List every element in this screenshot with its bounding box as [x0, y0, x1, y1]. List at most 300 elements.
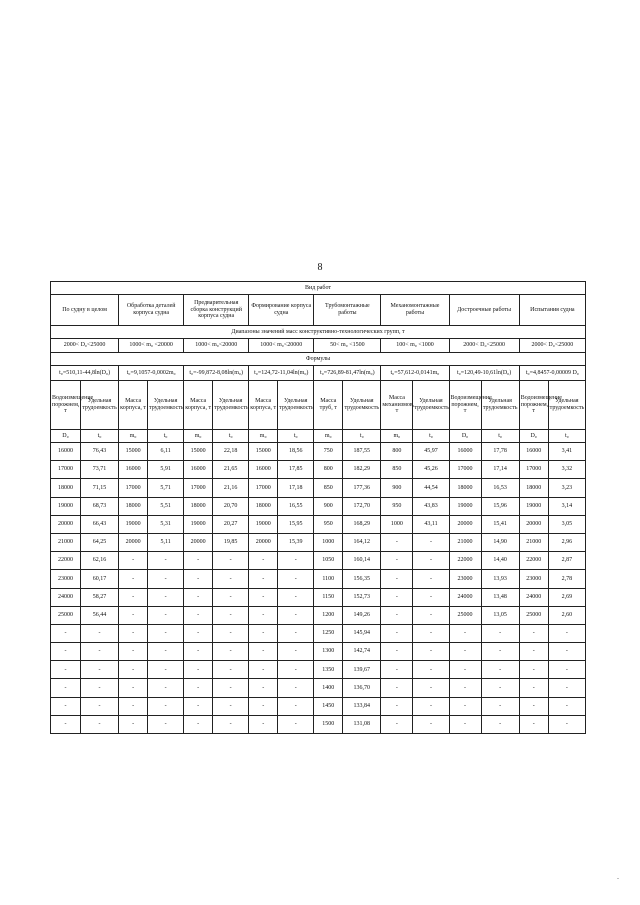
table-cell: -: [148, 570, 184, 588]
table-cell: 5,91: [148, 461, 184, 479]
table-cell: -: [213, 643, 249, 661]
table-cell: 13,05: [481, 606, 519, 624]
table-cell: -: [519, 643, 548, 661]
table-cell: -: [184, 552, 213, 570]
table-cell: 21000: [449, 533, 481, 551]
table-cell: -: [51, 715, 81, 733]
table-cell: -: [278, 715, 314, 733]
table-cell: 20000: [249, 533, 278, 551]
table-cell: -: [148, 643, 184, 661]
table-cell: 25000: [51, 606, 81, 624]
table-cell: 1300: [314, 643, 343, 661]
table-cell: 17000: [519, 461, 548, 479]
column-symbol: t₀: [80, 430, 118, 443]
table-cell: -: [481, 624, 519, 642]
column-header: Удельная трудоемкость: [413, 381, 449, 430]
work-group-header: По судну в целом: [51, 295, 119, 326]
table-cell: 22000: [51, 552, 81, 570]
formula-cell: t₀=124,72-11,04ln(m₀): [249, 366, 314, 381]
table-cell: -: [148, 661, 184, 679]
table-cell: 19000: [119, 515, 148, 533]
table-cell: -: [381, 624, 413, 642]
table-row: [51, 588, 586, 606]
table-cell: -: [519, 624, 548, 642]
table-cell: -: [119, 570, 148, 588]
table-cell: -: [278, 570, 314, 588]
table-cell: 43,11: [413, 515, 449, 533]
table-cell: -: [519, 715, 548, 733]
table-cell: 18000: [184, 497, 213, 515]
table-cell: -: [51, 643, 81, 661]
table-cell: 1000: [381, 515, 413, 533]
column-symbol: t₀: [213, 430, 249, 443]
table-cell: 6,11: [148, 443, 184, 461]
table-cell: -: [184, 715, 213, 733]
table-cell: 187,55: [343, 443, 381, 461]
table-cell: 73,71: [80, 461, 118, 479]
table-cell: -: [119, 679, 148, 697]
table-cell: -: [184, 588, 213, 606]
table-cell: -: [213, 661, 249, 679]
table-cell: 156,35: [343, 570, 381, 588]
table-cell: 15,39: [278, 533, 314, 551]
table-cell: 5,51: [148, 497, 184, 515]
table-cell: -: [449, 624, 481, 642]
table-cell: -: [184, 624, 213, 642]
work-group-header: Испытания судна: [519, 295, 585, 326]
table-cell: 1100: [314, 570, 343, 588]
table-cell: 1400: [314, 679, 343, 697]
table-cell: -: [80, 715, 118, 733]
table-cell: 64,25: [80, 533, 118, 551]
column-header: Водоизмещение порожнем, т: [51, 381, 81, 430]
mass-range-cell: 100< m₀ <1000: [381, 339, 449, 353]
table-cell: 16000: [51, 443, 81, 461]
table-cell: 1350: [314, 661, 343, 679]
table-cell: 15000: [119, 443, 148, 461]
table-cell: 24000: [519, 588, 548, 606]
table-cell: 17000: [449, 461, 481, 479]
table-cell: 21,16: [213, 479, 249, 497]
table-cell: 19000: [51, 497, 81, 515]
column-header: Масса механизмов, т: [381, 381, 413, 430]
table-cell: 17000: [119, 479, 148, 497]
table-cell: 23000: [51, 570, 81, 588]
table-cell: -: [548, 643, 585, 661]
table-cell: 15000: [249, 443, 278, 461]
table-cell: 14,40: [481, 552, 519, 570]
table-cell: -: [51, 624, 81, 642]
table-cell: 3,14: [548, 497, 585, 515]
table-cell: 25000: [519, 606, 548, 624]
table-cell: -: [184, 679, 213, 697]
table-cell: -: [481, 661, 519, 679]
table-cell: -: [381, 588, 413, 606]
table-cell: 3,32: [548, 461, 585, 479]
table-cell: -: [381, 570, 413, 588]
table-cell: 14,90: [481, 533, 519, 551]
table-cell: -: [119, 697, 148, 715]
column-header: Удельная трудоемкость: [343, 381, 381, 430]
table-cell: -: [413, 533, 449, 551]
formulas-title: Формулы: [51, 353, 586, 366]
table-cell: -: [278, 643, 314, 661]
labor-intensity-table: [50, 281, 586, 734]
table-cell: -: [80, 661, 118, 679]
mass-range-cell: 1000< m₀<20000: [249, 339, 314, 353]
table-cell: -: [413, 624, 449, 642]
work-group-header: Достроечные работы: [449, 295, 519, 326]
table-cell: 18,56: [278, 443, 314, 461]
table-cell: -: [148, 715, 184, 733]
column-header: Масса корпуса, т: [119, 381, 148, 430]
table-cell: 66,43: [80, 515, 118, 533]
column-symbol: m₀: [381, 430, 413, 443]
table-cell: -: [381, 606, 413, 624]
table-cell: 23000: [519, 570, 548, 588]
table-cell: -: [213, 697, 249, 715]
table-cell: 1500: [314, 715, 343, 733]
table-cell: 45,26: [413, 461, 449, 479]
column-symbol: m₀: [184, 430, 213, 443]
table-cell: 15,95: [278, 515, 314, 533]
table-cell: 800: [381, 443, 413, 461]
table-cell: 900: [314, 497, 343, 515]
table-cell: -: [413, 643, 449, 661]
table-cell: -: [381, 533, 413, 551]
table-row: [51, 497, 586, 515]
table-cell: 19000: [184, 515, 213, 533]
table-cell: -: [278, 697, 314, 715]
table-cell: 1150: [314, 588, 343, 606]
table-cell: -: [413, 679, 449, 697]
corner-mark: -: [617, 876, 619, 882]
table-cell: -: [481, 643, 519, 661]
table-cell: 58,27: [80, 588, 118, 606]
column-header: Удельная трудоемкость: [148, 381, 184, 430]
column-symbol: t₀: [413, 430, 449, 443]
table-row: [51, 443, 586, 461]
table-cell: 1250: [314, 624, 343, 642]
table-cell: -: [449, 643, 481, 661]
table-cell: 20,70: [213, 497, 249, 515]
table-cell: -: [519, 697, 548, 715]
table-cell: 13,48: [481, 588, 519, 606]
mass-range-cell: 1000< m₀ <20000: [119, 339, 184, 353]
table-cell: -: [213, 624, 249, 642]
table-cell: 13,93: [481, 570, 519, 588]
table-cell: 152,73: [343, 588, 381, 606]
table-cell: 5,71: [148, 479, 184, 497]
table-cell: 20000: [449, 515, 481, 533]
table-cell: 56,44: [80, 606, 118, 624]
table-cell: 22000: [449, 552, 481, 570]
table-row: [51, 570, 586, 588]
formula-cell: t₀=9,1057-0,0002m₀: [119, 366, 184, 381]
column-symbol: D₀: [519, 430, 548, 443]
table-cell: 76,43: [80, 443, 118, 461]
table-cell: 142,74: [343, 643, 381, 661]
table-cell: -: [148, 697, 184, 715]
table-cell: 136,70: [343, 679, 381, 697]
table-cell: -: [548, 661, 585, 679]
column-header: Удельная трудоемкость: [213, 381, 249, 430]
table-cell: -: [278, 606, 314, 624]
table-cell: -: [148, 624, 184, 642]
table-cell: 19000: [449, 497, 481, 515]
table-cell: -: [249, 697, 278, 715]
table-cell: 43,83: [413, 497, 449, 515]
table-cell: -: [119, 643, 148, 661]
table-cell: 5,31: [148, 515, 184, 533]
table-cell: -: [381, 661, 413, 679]
table-cell: -: [119, 552, 148, 570]
mass-range-cell: 50< m₀ <1500: [314, 339, 381, 353]
table-cell: 20000: [184, 533, 213, 551]
table-cell: 16000: [184, 461, 213, 479]
table-cell: -: [51, 697, 81, 715]
column-symbol: t₀: [548, 430, 585, 443]
work-group-header: Формирование корпуса судна: [249, 295, 314, 326]
table-cell: -: [481, 697, 519, 715]
table-cell: -: [548, 715, 585, 733]
table-cell: -: [548, 624, 585, 642]
column-symbol: m₀: [249, 430, 278, 443]
table-cell: 20,27: [213, 515, 249, 533]
table-cell: 18000: [249, 497, 278, 515]
mass-range-cell: 2000< D₀<25000: [449, 339, 519, 353]
table-cell: -: [80, 624, 118, 642]
table-cell: 17,85: [278, 461, 314, 479]
table-cell: 16000: [119, 461, 148, 479]
table-cell: 15,41: [481, 515, 519, 533]
table-cell: -: [413, 715, 449, 733]
table-cell: -: [184, 570, 213, 588]
column-header: Удельная трудоемкость: [481, 381, 519, 430]
table-cell: 1000: [314, 533, 343, 551]
table-cell: 19000: [249, 515, 278, 533]
table-row: [51, 515, 586, 533]
table-cell: -: [249, 570, 278, 588]
table-cell: 164,12: [343, 533, 381, 551]
table-cell: -: [381, 679, 413, 697]
table-row: [51, 624, 586, 642]
table-cell: -: [249, 606, 278, 624]
table-row: [51, 643, 586, 661]
table-cell: 16,55: [278, 497, 314, 515]
table-cell: 17000: [51, 461, 81, 479]
column-header: Водоизмещение порожнем, т: [519, 381, 548, 430]
column-symbol: t₀: [278, 430, 314, 443]
table-cell: -: [413, 661, 449, 679]
column-header: Масса корпуса, т: [249, 381, 278, 430]
column-symbol: m₀: [314, 430, 343, 443]
table-cell: 68,73: [80, 497, 118, 515]
table-cell: -: [278, 552, 314, 570]
column-symbol: t₀: [481, 430, 519, 443]
table-cell: 15,96: [481, 497, 519, 515]
table-cell: 950: [381, 497, 413, 515]
table-cell: 17,78: [481, 443, 519, 461]
table-cell: 2,60: [548, 606, 585, 624]
work-type-header: Вид работ: [51, 282, 586, 295]
table-cell: -: [481, 715, 519, 733]
table-cell: -: [249, 588, 278, 606]
table-cell: 139,67: [343, 661, 381, 679]
formula-cell: t₀=510,11-44,8ln(D₀): [51, 366, 119, 381]
table-row: [51, 715, 586, 733]
table-cell: 3,05: [548, 515, 585, 533]
table-cell: 149,26: [343, 606, 381, 624]
table-cell: -: [184, 606, 213, 624]
table-cell: -: [278, 624, 314, 642]
table-cell: 2,96: [548, 533, 585, 551]
table-cell: -: [548, 679, 585, 697]
table-cell: 16,53: [481, 479, 519, 497]
table-cell: -: [80, 643, 118, 661]
formula-cell: t₀=120,49-10,61ln(D₀): [449, 366, 519, 381]
table-cell: 22000: [519, 552, 548, 570]
table-cell: -: [148, 552, 184, 570]
table-cell: -: [249, 643, 278, 661]
table-cell: -: [213, 588, 249, 606]
table-cell: 850: [381, 461, 413, 479]
table-cell: 18000: [51, 479, 81, 497]
work-group-header: Предварительная сборка конструкций корпуса судна: [184, 295, 249, 326]
mass-range-cell: 2000< D₀<25000: [519, 339, 585, 353]
table-cell: 2,78: [548, 570, 585, 588]
mass-range-cell: 2000< D₀<25000: [51, 339, 119, 353]
table-cell: -: [119, 588, 148, 606]
table-cell: -: [481, 679, 519, 697]
table-cell: 17,18: [278, 479, 314, 497]
table-cell: -: [148, 588, 184, 606]
table-cell: -: [413, 552, 449, 570]
column-symbol: m₀: [119, 430, 148, 443]
table-cell: -: [184, 661, 213, 679]
table-cell: -: [413, 588, 449, 606]
column-header: Удельная трудоемкость: [278, 381, 314, 430]
table-cell: 3,41: [548, 443, 585, 461]
table-cell: 71,15: [80, 479, 118, 497]
table-cell: -: [184, 643, 213, 661]
table-cell: 17000: [249, 479, 278, 497]
work-group-header: Трубомонтажные работы: [314, 295, 381, 326]
table-cell: -: [249, 552, 278, 570]
table-cell: -: [381, 643, 413, 661]
table-cell: -: [413, 570, 449, 588]
column-header: Масса корпуса, т: [184, 381, 213, 430]
table-row: [51, 661, 586, 679]
table-cell: 2,87: [548, 552, 585, 570]
table-cell: -: [449, 679, 481, 697]
table-cell: 1450: [314, 697, 343, 715]
table-cell: -: [148, 606, 184, 624]
column-header: Водоизмещение порожнем, т: [449, 381, 481, 430]
table-cell: 22,18: [213, 443, 249, 461]
table-cell: 20000: [519, 515, 548, 533]
table-cell: -: [449, 715, 481, 733]
table-cell: -: [51, 661, 81, 679]
column-symbol: t₀: [343, 430, 381, 443]
table-cell: 177,36: [343, 479, 381, 497]
table-cell: 800: [314, 461, 343, 479]
table-cell: -: [80, 679, 118, 697]
table-cell: -: [51, 679, 81, 697]
table-cell: 24000: [51, 588, 81, 606]
mass-ranges-title: Диапазоны значений масс конструктивно-технологических групп, т: [51, 326, 586, 339]
column-header: Масса труб, т: [314, 381, 343, 430]
table-cell: 16000: [449, 443, 481, 461]
table-row: [51, 697, 586, 715]
table-cell: 19000: [519, 497, 548, 515]
table-cell: 160,14: [343, 552, 381, 570]
table-cell: 24000: [449, 588, 481, 606]
table-cell: 18000: [119, 497, 148, 515]
table-cell: -: [413, 606, 449, 624]
table-cell: 133,84: [343, 697, 381, 715]
column-symbol: D₀: [449, 430, 481, 443]
column-symbol: D₀: [51, 430, 81, 443]
table-cell: -: [119, 606, 148, 624]
table-cell: -: [548, 697, 585, 715]
table-cell: -: [249, 715, 278, 733]
table-row: [51, 533, 586, 551]
table-cell: 44,54: [413, 479, 449, 497]
table-cell: -: [413, 697, 449, 715]
table-cell: -: [278, 588, 314, 606]
table-cell: -: [249, 624, 278, 642]
work-group-header: Обработка деталей корпуса судна: [119, 295, 184, 326]
table-cell: 45,97: [413, 443, 449, 461]
table-cell: 950: [314, 515, 343, 533]
table-cell: -: [278, 661, 314, 679]
table-cell: 21000: [519, 533, 548, 551]
table-cell: 900: [381, 479, 413, 497]
table-cell: 16000: [249, 461, 278, 479]
table-cell: -: [278, 679, 314, 697]
column-symbol: t₀: [148, 430, 184, 443]
table-cell: -: [213, 679, 249, 697]
table-cell: -: [119, 624, 148, 642]
table-cell: 1200: [314, 606, 343, 624]
table-cell: -: [381, 697, 413, 715]
table-row: [51, 679, 586, 697]
table-cell: -: [119, 715, 148, 733]
table-cell: 16000: [519, 443, 548, 461]
work-group-header: Механомонтажные работы: [381, 295, 449, 326]
table-cell: 5,11: [148, 533, 184, 551]
table-cell: 168,29: [343, 515, 381, 533]
table-cell: 850: [314, 479, 343, 497]
table-cell: -: [148, 679, 184, 697]
table-cell: 21,65: [213, 461, 249, 479]
table-cell: 172,70: [343, 497, 381, 515]
column-header: Удельная трудоемкость: [80, 381, 118, 430]
table-cell: 25000: [449, 606, 481, 624]
table-cell: 18000: [519, 479, 548, 497]
table-cell: 3,23: [548, 479, 585, 497]
table-cell: 750: [314, 443, 343, 461]
table-cell: 1050: [314, 552, 343, 570]
table-row: [51, 552, 586, 570]
table-cell: 17,14: [481, 461, 519, 479]
table-cell: 60,17: [80, 570, 118, 588]
formula-cell: t₀=57,612-0,0141m₀: [381, 366, 449, 381]
table-cell: 145,94: [343, 624, 381, 642]
table-cell: 21000: [51, 533, 81, 551]
table-cell: 131,08: [343, 715, 381, 733]
